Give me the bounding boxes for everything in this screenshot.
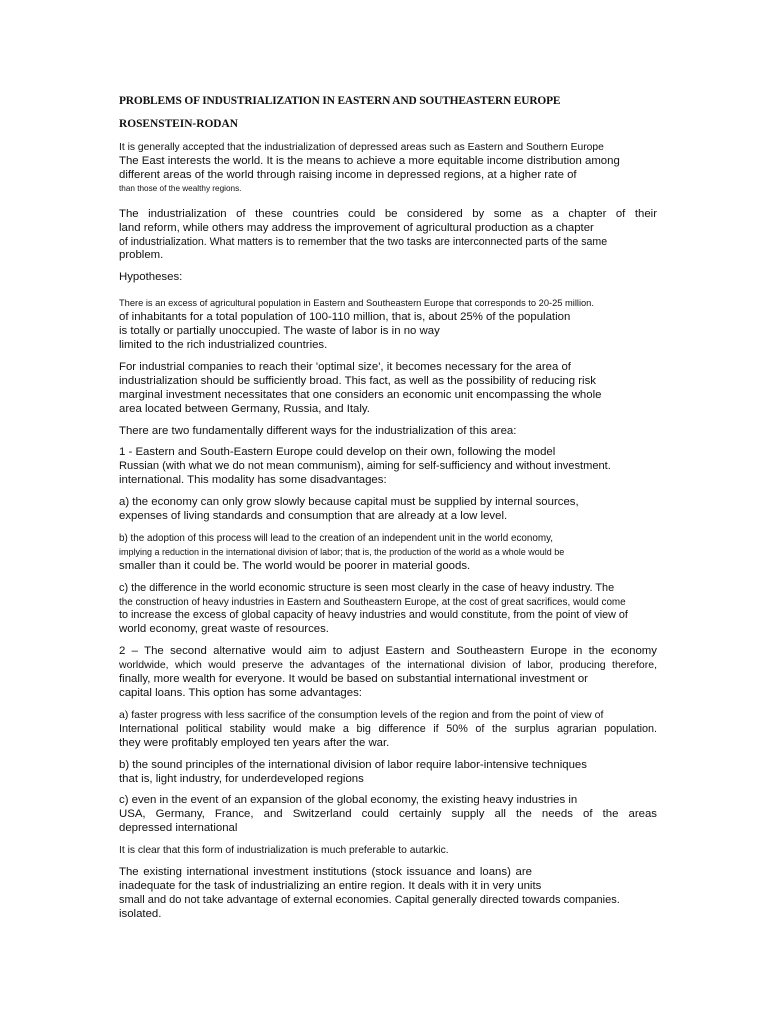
text-line: implying a reduction in the international division of labor; that is, the production of the world as a whole would be bbox=[119, 546, 565, 557]
text-line: c) the difference in the world economic structure is seen most clearly in the case of heavy industry. The bbox=[119, 581, 615, 594]
text-line: depressed international bbox=[119, 822, 238, 835]
text-line: The existing international investment institutions (stock issuance and loans) are bbox=[119, 866, 533, 879]
paragraph bbox=[119, 361, 657, 417]
text-line: a) the economy can only grow slowly because capital must be supplied by internal sources, bbox=[119, 496, 579, 509]
text-line: limited to the rich industrialized countries. bbox=[119, 338, 328, 351]
text-line: 1 - Eastern and South-Eastern Europe could develop on their own, following the model bbox=[119, 446, 556, 459]
text-line: finally, more wealth for everyone. It would be based on substantial international investment or bbox=[119, 673, 588, 686]
text-line: area located between Germany, Russia, and Italy. bbox=[119, 402, 370, 415]
text-line: is totally or partially unoccupied. The waste of labor is in no way bbox=[119, 325, 440, 338]
text-line: expenses of living standards and consumption that are already at a low level. bbox=[119, 510, 508, 523]
paragraph bbox=[119, 446, 657, 488]
text-line: capital loans. This option has some advantages: bbox=[119, 687, 362, 699]
text-line: different areas of the world through raising income in depressed regions, at a higher rate of bbox=[119, 168, 577, 181]
paragraph bbox=[119, 844, 657, 858]
paragraph bbox=[119, 425, 657, 439]
text-line: b) the sound principles of the international division of labor require labor-intensive techniques bbox=[119, 758, 587, 771]
text-line: Hypotheses: bbox=[119, 271, 183, 284]
text-line: It is clear that this form of industrialization is much preferable to autarkic. bbox=[119, 845, 449, 857]
text-line: marginal investment necessitates that one considers an economic unit encompassing the whole bbox=[119, 388, 602, 401]
text-line: problem. bbox=[119, 249, 164, 262]
text-line: industrialization should be sufficiently broad. This fact, as well as the possibility of reducing risk bbox=[119, 374, 596, 387]
paragraph bbox=[119, 645, 657, 701]
text-line: There is an excess of agricultural population in Eastern and Southeastern Europe that corresponds to 20-25 million. bbox=[119, 298, 594, 309]
text-line: USA, Germany, France, and Switzerland could certainly supply all the needs of the areas bbox=[119, 808, 657, 821]
text-line: b) the adoption of this process will lead to the creation of an independent unit in the world economy, bbox=[119, 532, 554, 544]
text-line: For industrial companies to reach their 'optimal size', it becomes necessary for the area of bbox=[119, 360, 571, 373]
text-line: It is generally accepted that the industrialization of depressed areas such as Eastern and Southern Europe bbox=[119, 142, 604, 153]
text-line: International political stability would make a big difference if 50% of the surplus agrarian population. bbox=[119, 722, 657, 735]
document-body bbox=[119, 94, 657, 930]
text-line: Russian (with what we do not mean communism), aiming for self-sufficiency and without investment. bbox=[119, 460, 611, 473]
text-line: of industrialization. What matters is to remember that the two tasks are interconnected parts of the same bbox=[119, 235, 608, 248]
text-line: land reform, while others may address the improvement of agricultural production as a chapter bbox=[119, 221, 594, 234]
text-line: than those of the wealthy regions. bbox=[119, 183, 242, 193]
paragraph bbox=[119, 794, 657, 836]
paragraph-intro bbox=[119, 141, 657, 194]
text-line: to increase the excess of global capacity of heavy industries and would constitute, from the point of view of bbox=[119, 609, 628, 622]
paragraph bbox=[119, 866, 657, 922]
text-line: of inhabitants for a total population of 100-110 million, that is, about 25% of the population bbox=[119, 311, 571, 324]
paragraph bbox=[119, 297, 657, 353]
text-line: inadequate for the task of industrializing an entire region. It deals with it in very units bbox=[119, 879, 542, 892]
paragraph bbox=[119, 532, 657, 574]
text-line: isolated. bbox=[119, 907, 162, 920]
text-line: international. This modality has some disadvantages: bbox=[119, 474, 387, 487]
paragraph-heading bbox=[119, 271, 657, 285]
paragraph bbox=[119, 709, 657, 751]
text-line: The East interests the world. It is the means to achieve a more equitable income distribution among bbox=[119, 154, 620, 167]
text-line: c) even in the event of an expansion of the global economy, the existing heavy industries in bbox=[119, 794, 578, 807]
paragraph bbox=[119, 582, 657, 638]
text-line: they were profitably employed ten years after the war. bbox=[119, 736, 390, 749]
text-line: a) faster progress with less sacrifice of the consumption levels of the region and from the point of view of bbox=[119, 708, 604, 721]
paragraph bbox=[119, 759, 657, 787]
paragraph bbox=[119, 496, 657, 524]
paragraph bbox=[119, 208, 657, 264]
text-line: small and do not take advantage of external economies. Capital generally directed towards companies. bbox=[119, 893, 620, 906]
document-title: PROBLEMS OF INDUSTRIALIZATION IN EASTERN AND SOUTHEASTERN EUROPE bbox=[119, 95, 561, 107]
text-line: worldwide, which would preserve the advantages of the international division of labor, producing therefore, bbox=[119, 659, 657, 672]
text-line: 2 – The second alternative would aim to adjust Eastern and Southeastern Europe in the economy bbox=[119, 645, 657, 658]
text-line: There are two fundamentally different ways for the industrialization of this area: bbox=[119, 424, 517, 437]
text-line: smaller than it could be. The world would be poorer in material goods. bbox=[119, 559, 471, 572]
text-line: world economy, great waste of resources. bbox=[119, 623, 329, 636]
text-line: The industrialization of these countries could be considered by some as a chapter of their bbox=[119, 207, 657, 220]
document-author: ROSENSTEIN-RODAN bbox=[119, 118, 238, 130]
text-line: that is, light industry, for underdeveloped regions bbox=[119, 772, 364, 785]
text-line: the construction of heavy industries in Eastern and Southeastern Europe, at the cost of great sacrifices, would come bbox=[119, 596, 626, 608]
